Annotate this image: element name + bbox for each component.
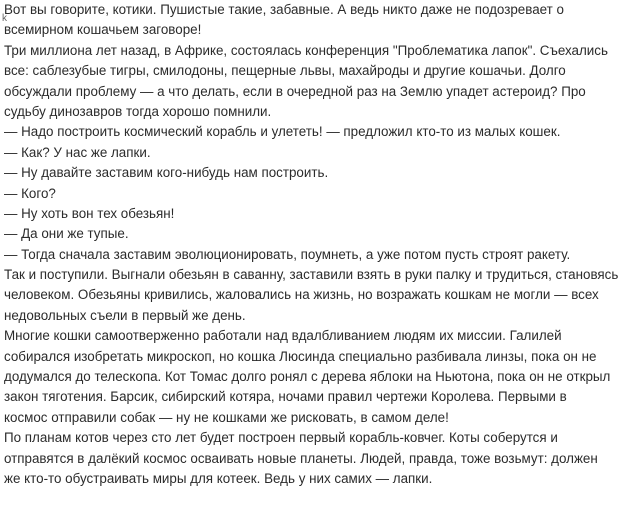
text-cursor-marker: k (2, 13, 7, 24)
text-line: космос отправили собак — ну не кошками же рисковать, в самом деле! (4, 409, 449, 425)
text-line: же кто-то обустраивать миры для котеек. Ведь у них самих — лапки. (4, 470, 433, 486)
text-line: — Да они же тупые. (4, 226, 129, 242)
text-line: обсуждали проблему — а что делать, если в очередной раз на Землю упадет астероид? Про (4, 83, 586, 99)
text-line: собирался изобретать микроскоп, но кошка Люсинда специально разбивала линзы, пока он не (4, 348, 597, 364)
text-line: все: саблезубые тигры, смилодоны, пещерные львы, махайроды и другие кошачьи. Долго (4, 63, 566, 79)
article-text (4, 0, 636, 506)
text-line: Многие кошки самоотверженно работали над вдалбливанием людям их миссии. Галилей (4, 328, 562, 344)
text-line: Три миллиона лет назад, в Африке, состоялась конференция "Проблематика лапок". Съехались (4, 42, 608, 58)
text-line: человеком. Обезьяны кривились, жаловались на жизнь, но возражать кошкам не могли — всех (4, 287, 599, 303)
text-line: всемирном кошачьем заговоре! (4, 22, 202, 38)
text-line: отправятся в далёкий космос осваивать новые планеты. Людей, правда, тоже возьмут: должен (4, 450, 598, 466)
text-line: — Кого? (4, 185, 56, 201)
text-line: недовольных съели в первый же день. (4, 307, 246, 323)
text-line: судьбу динозавров тогда хорошо помнили. (4, 103, 272, 119)
text-line: По планам котов через сто лет будет построен первый корабль-ковчег. Коты соберутся и (4, 430, 558, 446)
text-line: закон тяготения. Барсик, сибирский котяра, ночами правил чертежи Королева. Первыми в (4, 389, 567, 405)
text-line: додумался до телескопа. Кот Томас долго ронял с дерева яблоки на Ньютона, пока он не открыл (4, 369, 611, 385)
text-line: — Ну хоть вон тех обезьян! (4, 205, 175, 221)
text-line: — Надо построить космический корабль и улететь! — предложил кто-то из малых кошек. (4, 124, 561, 140)
text-line: Так и поступили. Выгнали обезьян в саванну, заставили взять в руки палку и трудиться, становясь (4, 267, 619, 283)
text-line: — Тогда сначала заставим эволюционировать, поумнеть, а уже потом пусть строят ракету. (4, 246, 571, 262)
text-line: — Ну давайте заставим кого-нибудь нам построить. (4, 165, 329, 181)
text-line: Вот вы говорите, котики. Пушистые такие, забавные. А ведь никто даже не подозревает о (4, 2, 564, 17)
text-line: — Как? У нас же лапки. (4, 144, 151, 160)
